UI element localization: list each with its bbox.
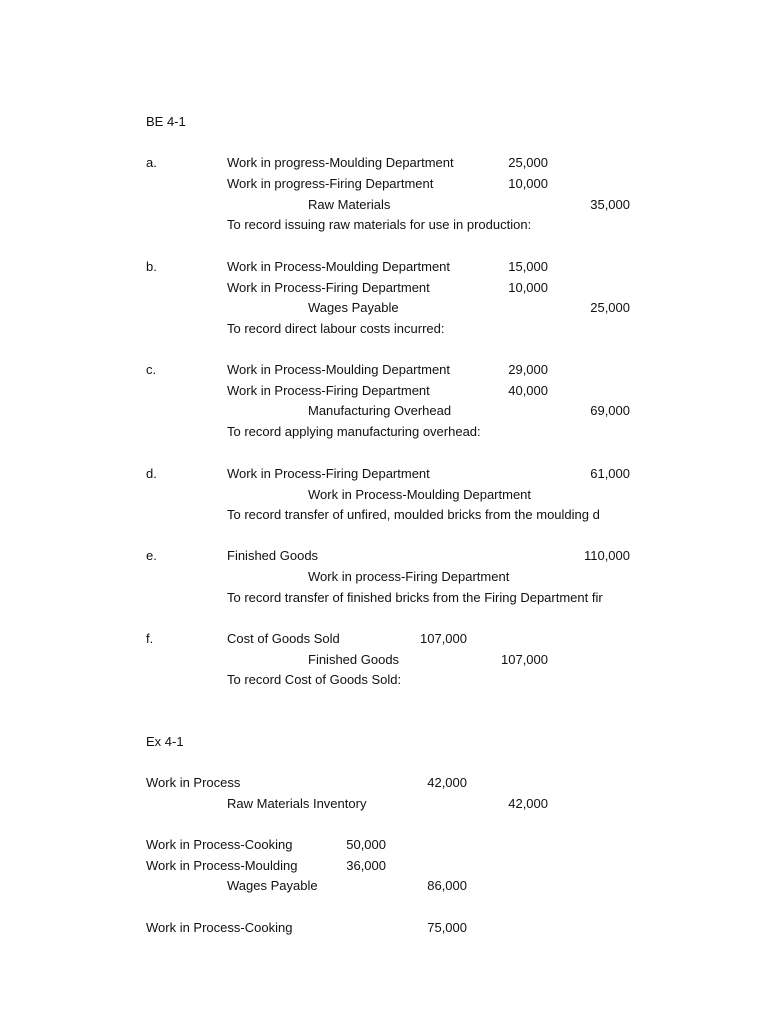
entry-memo: To record Cost of Goods Sold: [227,672,402,687]
debit-account: Work in Process-Moulding [146,858,298,873]
entry-memo: To record direct labour costs incurred: [227,321,445,336]
credit-account: Finished Goods [308,652,400,667]
debit-amount: 25,000 [508,155,548,170]
section-heading-be: BE 4-1 [146,114,186,129]
debit-account: Finished Goods [227,548,319,563]
credit-account: Work in Process-Moulding Department [308,487,532,502]
credit-account: Wages Payable [308,300,399,315]
debit-account: Work in Process-Cooking [146,837,293,852]
debit-account: Work in Process-Moulding Department [227,259,451,274]
credit-amount: 42,000 [508,796,548,811]
credit-account: Wages Payable [227,878,318,893]
credit-account: Raw Materials [308,197,391,212]
debit-amount: 50,000 [346,837,386,852]
entry-letter: c. [146,362,157,377]
debit-amount: 75,000 [427,920,467,935]
debit-account: Work in Process-Firing Department [227,280,430,295]
debit-amount: 10,000 [508,176,548,191]
entry-memo: To record applying manufacturing overhead: [227,424,481,439]
section-heading-ex: Ex 4-1 [146,734,184,749]
entry-letter: d. [146,466,157,481]
debit-amount: 110,000 [583,548,630,563]
debit-amount: 40,000 [508,383,548,398]
credit-amount: 25,000 [590,300,630,315]
credit-amount: 86,000 [427,878,467,893]
entry-memo: To record issuing raw materials for use in production: [227,217,532,232]
credit-account: Raw Materials Inventory [227,796,367,811]
entry-letter: f. [146,631,154,646]
entry-letter: a. [146,155,157,170]
debit-account: Work in Process-Cooking [146,920,293,935]
entry-letter: b. [146,259,157,274]
credit-amount: 35,000 [590,197,630,212]
debit-amount: 10,000 [508,280,548,295]
debit-account: Work in progress-Firing Department [227,176,434,191]
credit-account: Work in process-Firing Department [308,569,510,584]
credit-amount: 107,000 [501,652,548,667]
debit-amount: 42,000 [427,775,467,790]
credit-account: Manufacturing Overhead [308,403,452,418]
debit-account: Cost of Goods Sold [227,631,340,646]
debit-account: Work in progress-Moulding Department [227,155,454,170]
entry-memo: To record transfer of finished bricks from the Firing Department fir [227,590,603,605]
debit-amount: 36,000 [346,858,386,873]
credit-amount: 69,000 [590,403,630,418]
debit-amount: 61,000 [590,466,630,481]
debit-account: Work in Process-Moulding Department [227,362,451,377]
debit-account: Work in Process [146,775,241,790]
debit-account: Work in Process-Firing Department [227,383,430,398]
debit-amount: 107,000 [420,631,467,646]
entry-letter: e. [146,548,157,563]
entry-memo: To record transfer of unfired, moulded bricks from the moulding d [227,507,600,522]
debit-account: Work in Process-Firing Department [227,466,430,481]
debit-amount: 15,000 [508,259,548,274]
debit-amount: 29,000 [508,362,548,377]
